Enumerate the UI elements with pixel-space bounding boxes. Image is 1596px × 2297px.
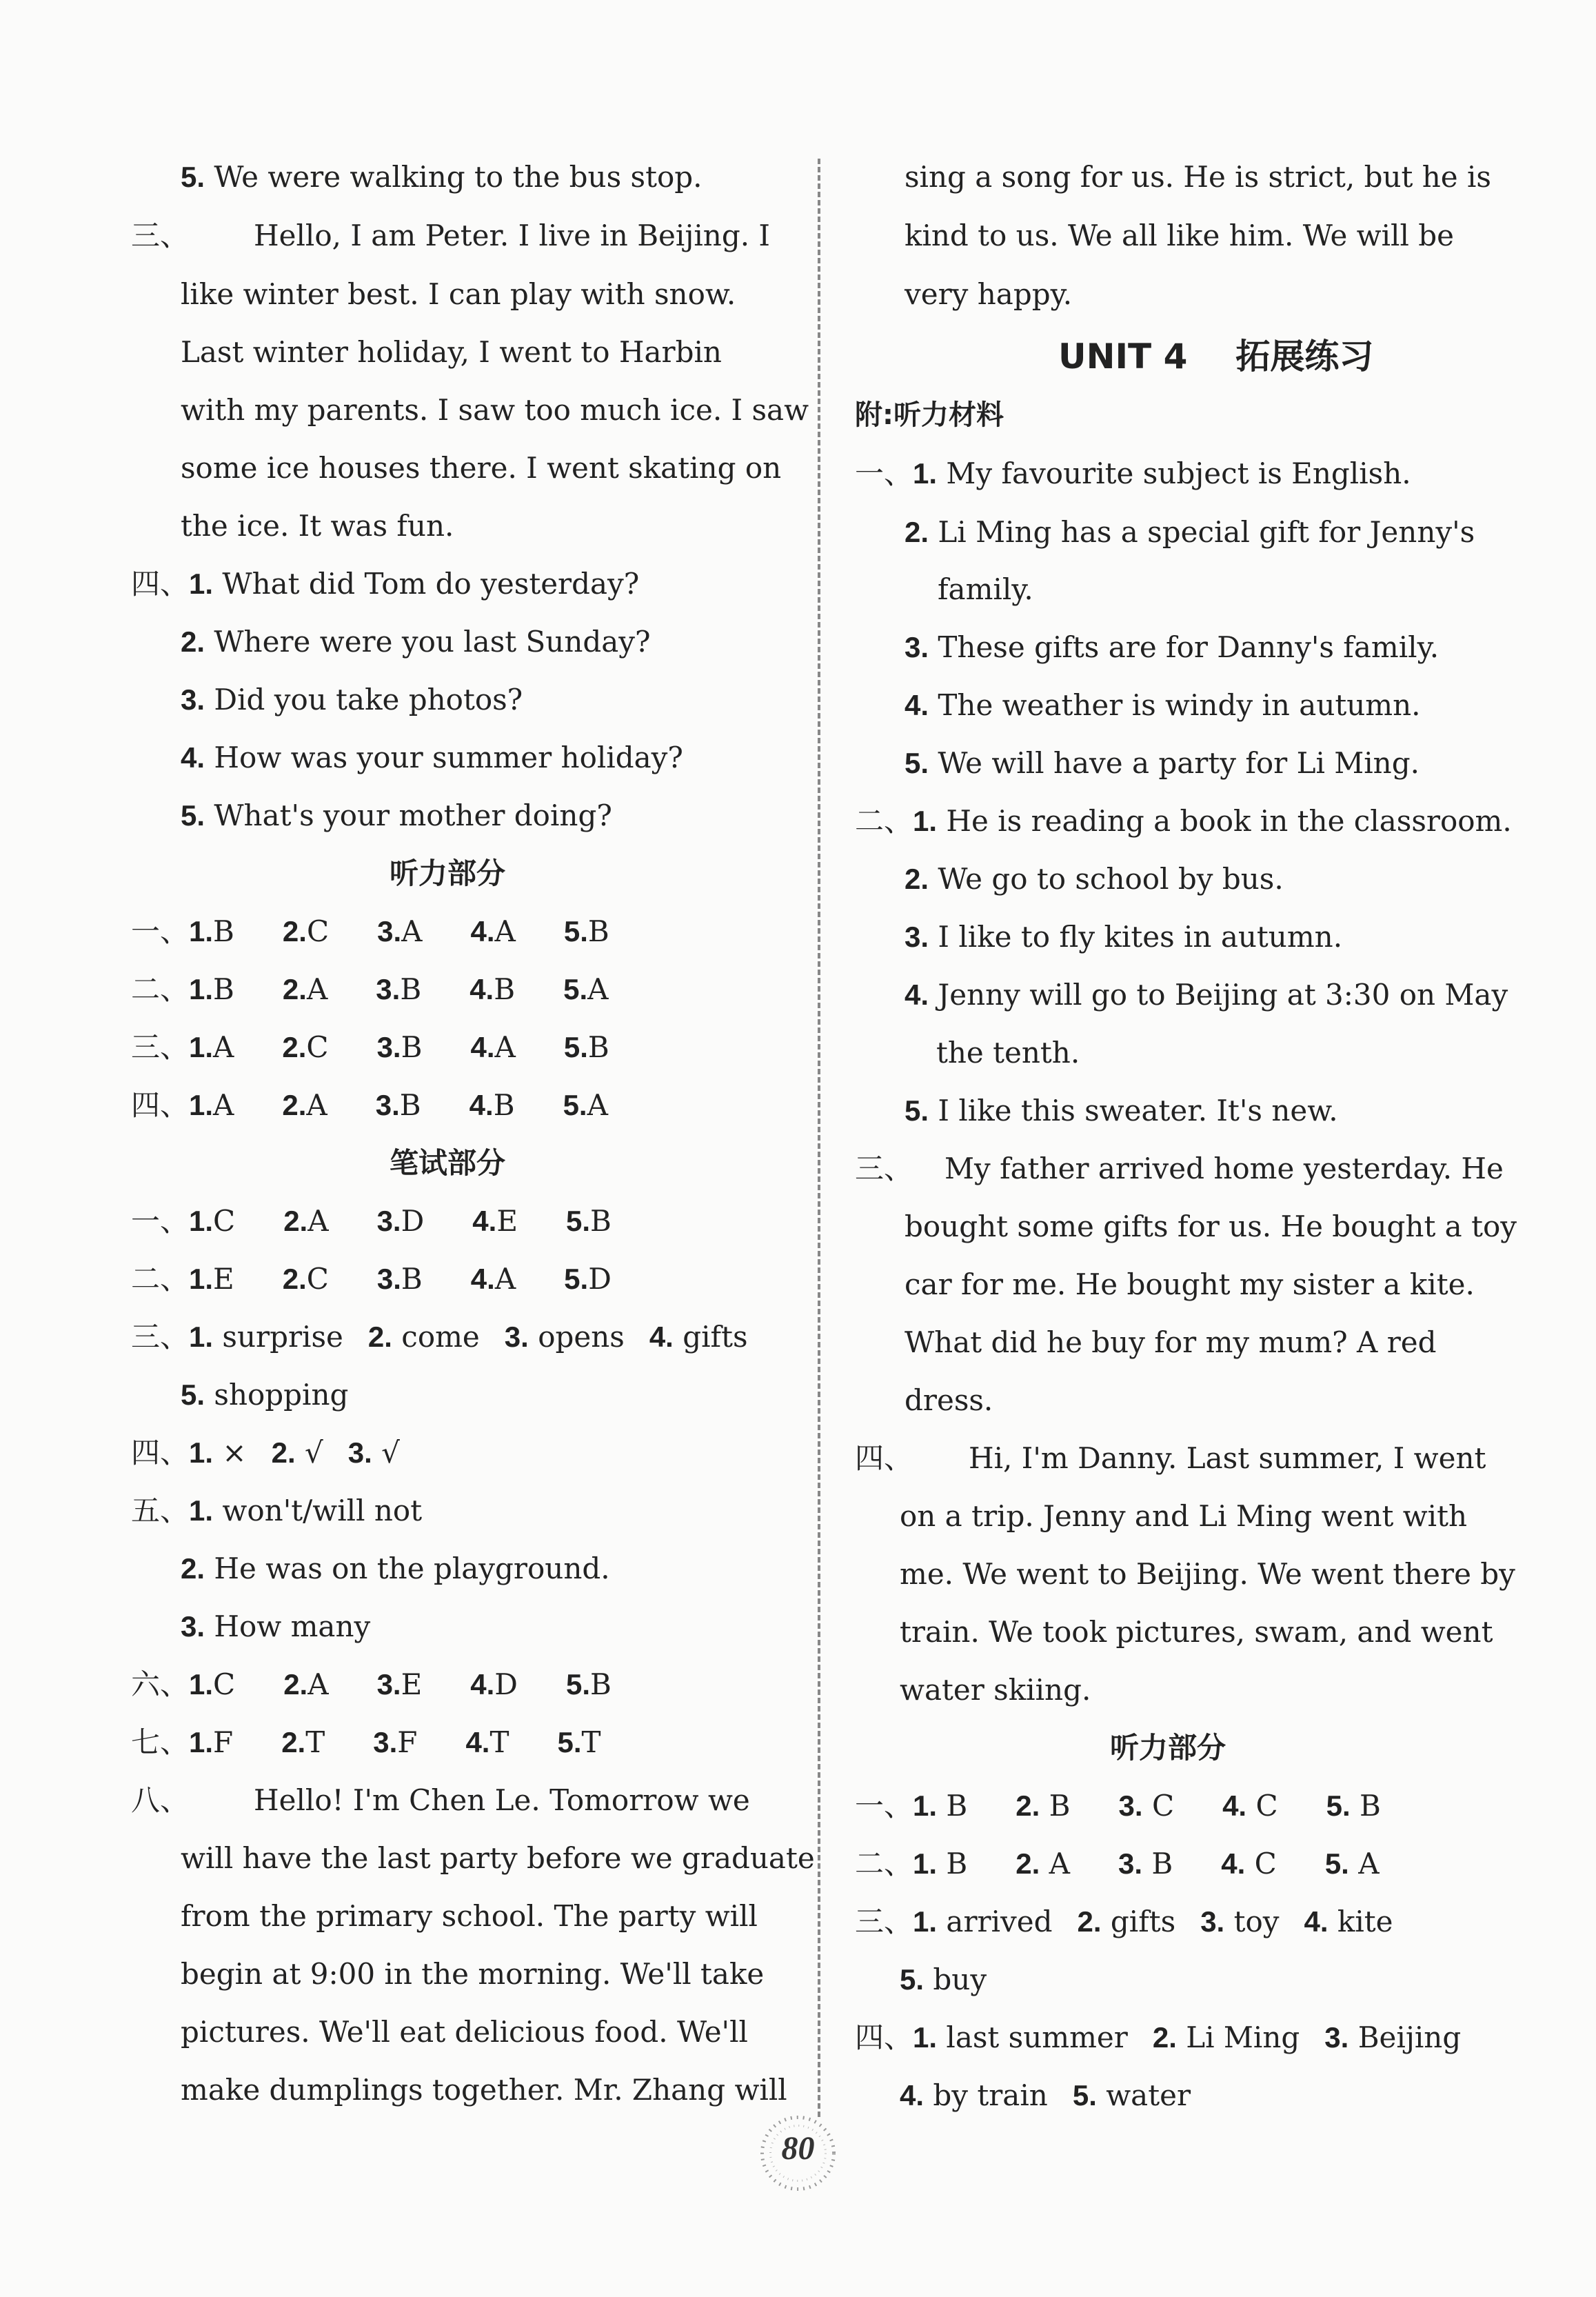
answer-row: 二、1.E 2.C 3.B 4.A 5.D	[131, 1262, 612, 1296]
paragraph-line: pictures. We'll eat delicious food. We'll	[181, 2015, 748, 2049]
paragraph-line: Hi, I'm Danny. Last summer, I went	[969, 1441, 1486, 1475]
answer-row: 4. by train 5. water	[900, 2078, 1191, 2112]
answer-row: 5. buy	[900, 1963, 987, 1996]
question-line: 3. Did you take photos?	[181, 683, 523, 716]
page-number-badge	[755, 2110, 841, 2196]
paragraph-line: from the primary school. The party will	[181, 1899, 758, 1933]
answer-row: 一、1. B 2. B 3. C 4. C 5. B	[855, 1789, 1381, 1823]
section-label: 四、	[855, 1441, 913, 1475]
script-line: 5. We will have a party for Li Ming.	[905, 746, 1420, 780]
paragraph-line: What did he buy for my mum? A red	[905, 1325, 1437, 1359]
paragraph-line: Hello, I am Peter. I live in Beijing. I	[254, 219, 771, 252]
paragraph-line: on a trip. Jenny and Li Ming went with	[900, 1499, 1468, 1533]
answer-row: 三、1.A 2.C 3.B 4.A 5.B	[131, 1030, 609, 1064]
paragraph-line: kind to us. We all like him. We will be	[905, 219, 1455, 252]
paragraph-line: train. We took pictures, swam, and went	[900, 1615, 1493, 1649]
script-line: 一、1. My favourite subject is English.	[855, 457, 1411, 490]
paragraph-line: begin at 9:00 in the morning. We'll take	[181, 1957, 765, 1991]
question-line: 四、1. What did Tom do yesterday?	[131, 567, 640, 601]
script-line: 3. I like to fly kites in autumn.	[905, 920, 1343, 954]
section-label: 八、	[131, 1783, 190, 1817]
paragraph-line: Hello! I'm Chen Le. Tomorrow we	[254, 1783, 750, 1817]
answer-row: 三、1. arrived 2. gifts 3. toy 4. kite	[855, 1905, 1393, 1938]
script-line: 二、1. He is reading a book in the classroom.	[855, 804, 1512, 838]
answer-row: 二、1.B 2.A 3.B 4.B 5.A	[131, 972, 609, 1006]
script-line: 2. We go to school by bus.	[905, 862, 1284, 896]
unit-heading: UNIT 4 拓展练习	[1058, 337, 1374, 377]
answer-row: 五、1. won't/will not	[131, 1494, 423, 1527]
answer-row: 2. He was on the playground.	[181, 1552, 610, 1585]
paragraph-line: very happy.	[905, 277, 1073, 311]
paragraph-line: like winter best. I can play with snow.	[181, 277, 736, 311]
listening-script-line: 5. We were walking to the bus stop.	[181, 160, 703, 194]
answer-row: 二、1. B 2. A 3. B 4. C 5. A	[855, 1847, 1380, 1880]
appendix-label: 附:听力材料	[855, 399, 1004, 431]
script-line: 5. I like this sweater. It's new.	[905, 1094, 1338, 1127]
answer-row: 3. How many	[181, 1609, 371, 1643]
section-label: 三、	[131, 219, 190, 252]
answer-row: 四、1. × 2. √ 3. √	[131, 1436, 400, 1470]
paragraph-line: car for me. He bought my sister a kite.	[905, 1267, 1475, 1301]
paragraph-line: My father arrived home yesterday. He	[945, 1152, 1504, 1185]
script-line: 3. These gifts are for Danny's family.	[905, 630, 1440, 664]
paragraph-line: with my parents. I saw too much ice. I saw	[181, 393, 809, 427]
script-line: 2. Li Ming has a special gift for Jenny's	[905, 515, 1475, 549]
answer-row: 四、1. last summer 2. Li Ming 3. Beijing	[855, 2020, 1462, 2054]
listening-heading: 听力部分	[390, 856, 506, 890]
question-line: 5. What's your mother doing?	[181, 799, 612, 832]
answer-row: 一、1.C 2.A 3.D 4.E 5.B	[131, 1204, 612, 1238]
answer-row: 四、1.A 2.A 3.B 4.B 5.A	[131, 1088, 608, 1122]
answer-row: 三、1. surprise 2. come 3. opens 4. gifts	[131, 1320, 748, 1354]
paragraph-line: some ice houses there. I went skating on	[181, 451, 782, 485]
answer-row: 一、1.B 2.C 3.A 4.A 5.B	[131, 914, 609, 948]
paragraph-line: dress.	[905, 1383, 993, 1417]
page-number: 80	[781, 2130, 815, 2167]
question-line: 2. Where were you last Sunday?	[181, 625, 651, 659]
paragraph-line: water skiing.	[900, 1673, 1091, 1707]
paragraph-line: will have the last party before we graduate	[181, 1841, 815, 1875]
paragraph-line: make dumplings together. Mr. Zhang will	[181, 2073, 787, 2107]
section-label: 三、	[855, 1152, 913, 1185]
written-heading: 笔试部分	[390, 1146, 506, 1180]
paragraph-line: me. We went to Beijing. We went there by	[900, 1557, 1515, 1591]
paragraph-line: the ice. It was fun.	[181, 509, 454, 543]
column-divider	[818, 159, 820, 2117]
paragraph-line: Last winter holiday, I went to Harbin	[181, 335, 722, 369]
answer-row: 七、1.F 2.T 3.F 4.T 5.T	[131, 1725, 601, 1759]
question-line: 4. How was your summer holiday?	[181, 741, 683, 774]
listening-heading: 听力部分	[1110, 1731, 1226, 1765]
script-line: family.	[938, 572, 1033, 606]
paragraph-line: bought some gifts for us. He bought a toy	[905, 1210, 1517, 1243]
paragraph-line: sing a song for us. He is strict, but he is	[905, 160, 1491, 194]
script-line: the tenth.	[936, 1036, 1080, 1070]
script-line: 4. The weather is windy in autumn.	[905, 688, 1421, 722]
answer-row: 六、1.C 2.A 3.E 4.D 5.B	[131, 1667, 612, 1701]
script-line: 4. Jenny will go to Beijing at 3:30 on May	[905, 978, 1508, 1012]
answer-row: 5. shopping	[181, 1378, 349, 1412]
